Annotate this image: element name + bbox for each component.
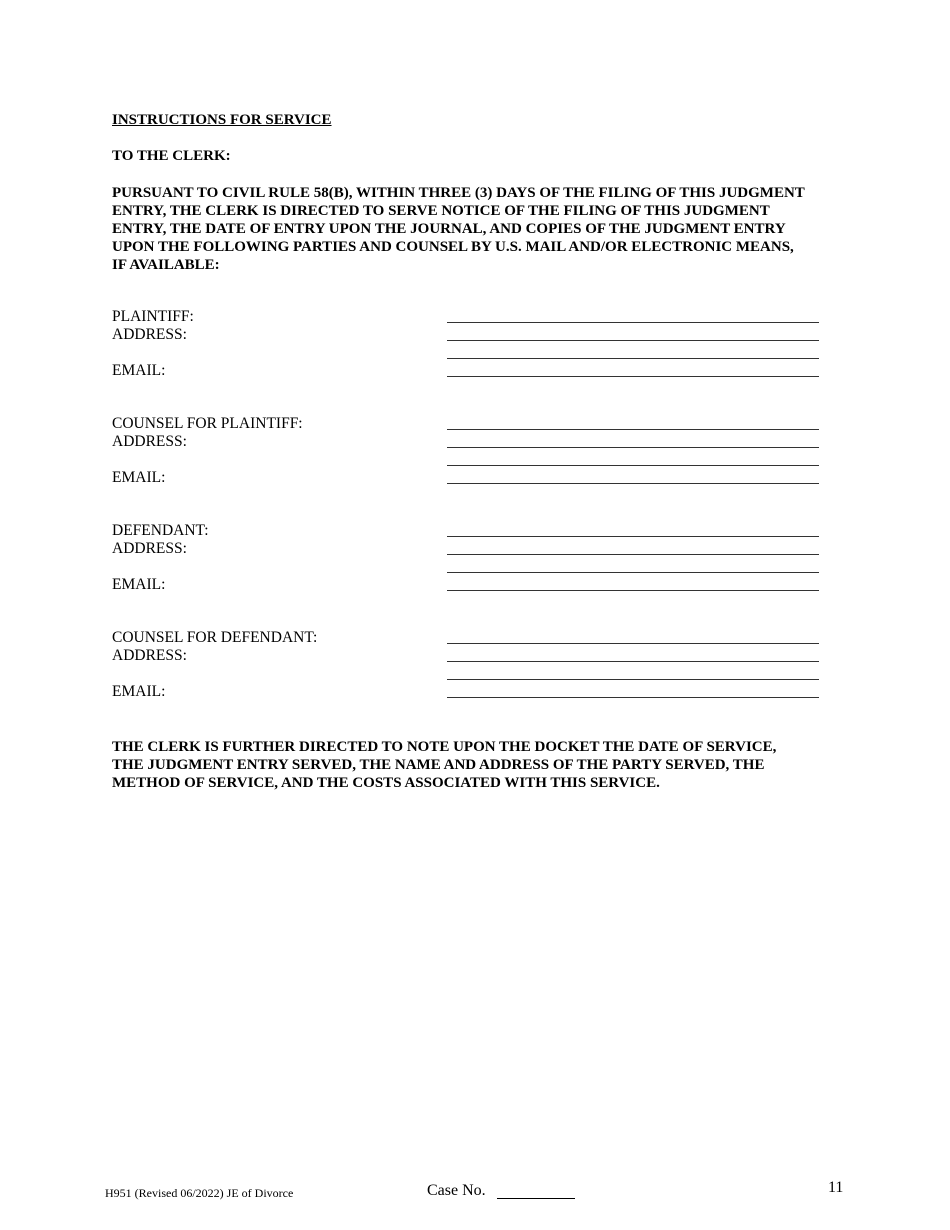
defendant-label: DEFENDANT: [112, 522, 209, 539]
defendant-address-field[interactable] [447, 554, 819, 555]
closing-line: METHOD OF SERVICE, AND THE COSTS ASSOCIATED WITH THIS SERVICE. [112, 775, 660, 791]
closing-line: THE CLERK IS FURTHER DIRECTED TO NOTE UPON THE DOCKET THE DATE OF SERVICE, [112, 739, 777, 755]
counsel-plaintiff-address-field-2[interactable] [447, 465, 819, 466]
intro-line: IF AVAILABLE: [112, 257, 220, 273]
plaintiff-address-field-2[interactable] [447, 358, 819, 359]
closing-paragraph [112, 738, 852, 792]
counsel-plaintiff-address-field[interactable] [447, 447, 819, 448]
counsel-defendant-name-field[interactable] [447, 643, 819, 644]
counsel-defendant-address-field-2[interactable] [447, 679, 819, 680]
intro-paragraph [112, 184, 852, 274]
page-number: 11 [828, 1179, 844, 1196]
closing-line: THE JUDGMENT ENTRY SERVED, THE NAME AND ADDRESS OF THE PARTY SERVED, THE [112, 757, 765, 773]
intro-line: PURSUANT TO CIVIL RULE 58(B), WITHIN THREE (3) DAYS OF THE FILING OF THIS JUDGMENT [112, 185, 805, 201]
defendant-email-field[interactable] [447, 590, 819, 591]
intro-line: UPON THE FOLLOWING PARTIES AND COUNSEL BY U.S. MAIL AND/OR ELECTRONIC MEANS, [112, 239, 794, 255]
counsel-plaintiff-email-field[interactable] [447, 483, 819, 484]
plaintiff-address-label: ADDRESS: [112, 326, 187, 343]
plaintiff-label: PLAINTIFF: [112, 308, 194, 325]
counsel-plaintiff-email-label: EMAIL: [112, 469, 166, 486]
plaintiff-email-label: EMAIL: [112, 362, 166, 379]
defendant-email-label: EMAIL: [112, 576, 166, 593]
plaintiff-name-field[interactable] [447, 322, 819, 323]
intro-line: ENTRY, THE CLERK IS DIRECTED TO SERVE NOTICE OF THE FILING OF THIS JUDGMENT [112, 203, 770, 219]
case-number-field[interactable] [497, 1198, 575, 1199]
form-identifier: H951 (Revised 06/2022) JE of Divorce [105, 1186, 294, 1200]
instructions-heading: INSTRUCTIONS FOR SERVICE [112, 112, 332, 128]
plaintiff-address-field[interactable] [447, 340, 819, 341]
intro-line: ENTRY, THE DATE OF ENTRY UPON THE JOURNAL, AND COPIES OF THE JUDGMENT ENTRY [112, 221, 786, 237]
counsel-plaintiff-label: COUNSEL FOR PLAINTIFF: [112, 415, 303, 432]
defendant-address-field-2[interactable] [447, 572, 819, 573]
to-clerk-heading: TO THE CLERK: [112, 148, 231, 164]
defendant-name-field[interactable] [447, 536, 819, 537]
counsel-defendant-email-field[interactable] [447, 697, 819, 698]
counsel-defendant-address-field[interactable] [447, 661, 819, 662]
counsel-defendant-address-label: ADDRESS: [112, 647, 187, 664]
counsel-defendant-email-label: EMAIL: [112, 683, 166, 700]
plaintiff-email-field[interactable] [447, 376, 819, 377]
case-number-label: Case No. [427, 1182, 486, 1199]
counsel-plaintiff-name-field[interactable] [447, 429, 819, 430]
counsel-plaintiff-address-label: ADDRESS: [112, 433, 187, 450]
defendant-address-label: ADDRESS: [112, 540, 187, 557]
counsel-defendant-label: COUNSEL FOR DEFENDANT: [112, 629, 318, 646]
